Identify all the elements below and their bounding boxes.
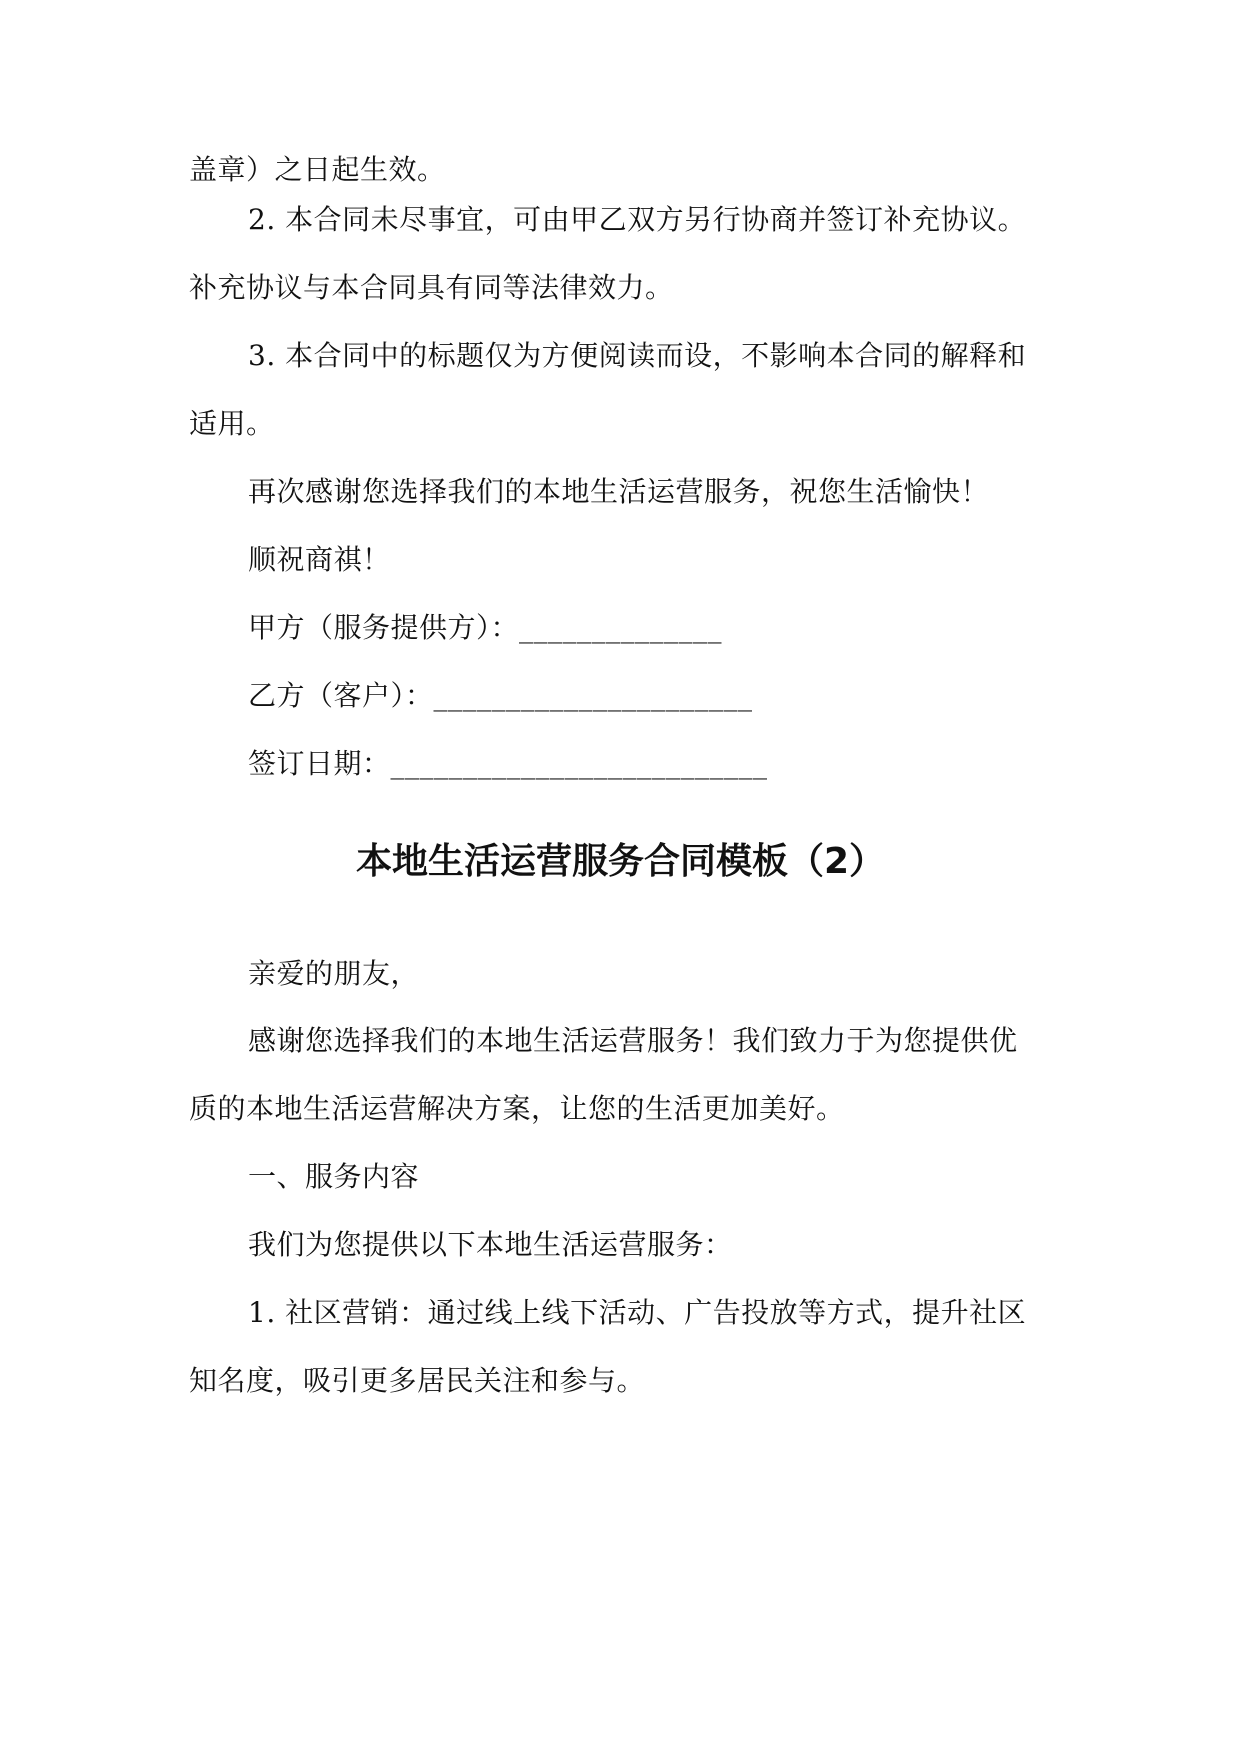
party-b-signature-line: 乙方（客户）：______________________ — [248, 679, 753, 712]
service-item-1-line-2: 知名度，吸引更多居民关注和参与。 — [189, 1364, 646, 1397]
intro-line-2: 质的本地生活运营解决方案，让您的生活更加美好。 — [189, 1092, 845, 1125]
clause-2-line-2: 补充协议与本合同具有同等法律效力。 — [189, 271, 674, 304]
closing-line: 顺祝商祺！ — [248, 543, 391, 576]
clause-3-line-1: 3. 本合同中的标题仅为方便阅读而设，不影响本合同的解释和 — [248, 339, 1027, 372]
clause-2-line-1: 2. 本合同未尽事宜，可由甲乙双方另行协商并签订补充协议。 — [248, 203, 1027, 236]
services-intro-line: 我们为您提供以下本地生活运营服务： — [248, 1228, 733, 1261]
clause-3-line-2: 适用。 — [189, 407, 275, 440]
paragraph-continuation: 盖章）之日起生效。 — [189, 153, 446, 186]
service-item-1-line-1: 1. 社区营销：通过线上线下活动、广告投放等方式，提升社区 — [248, 1296, 1027, 1329]
sign-date-line: 签订日期：__________________________ — [248, 747, 768, 780]
document-title: 本地生活运营服务合同模板（2） — [355, 841, 886, 882]
greeting-line: 亲爱的朋友， — [248, 957, 420, 990]
intro-line-1: 感谢您选择我们的本地生活运营服务！我们致力于为您提供优 — [248, 1024, 1018, 1057]
party-a-signature-line: 甲方（服务提供方）：______________ — [248, 611, 723, 644]
section-heading: 一、服务内容 — [248, 1160, 420, 1193]
thanks-line: 再次感谢您选择我们的本地生活运营服务，祝您生活愉快！ — [248, 475, 990, 508]
